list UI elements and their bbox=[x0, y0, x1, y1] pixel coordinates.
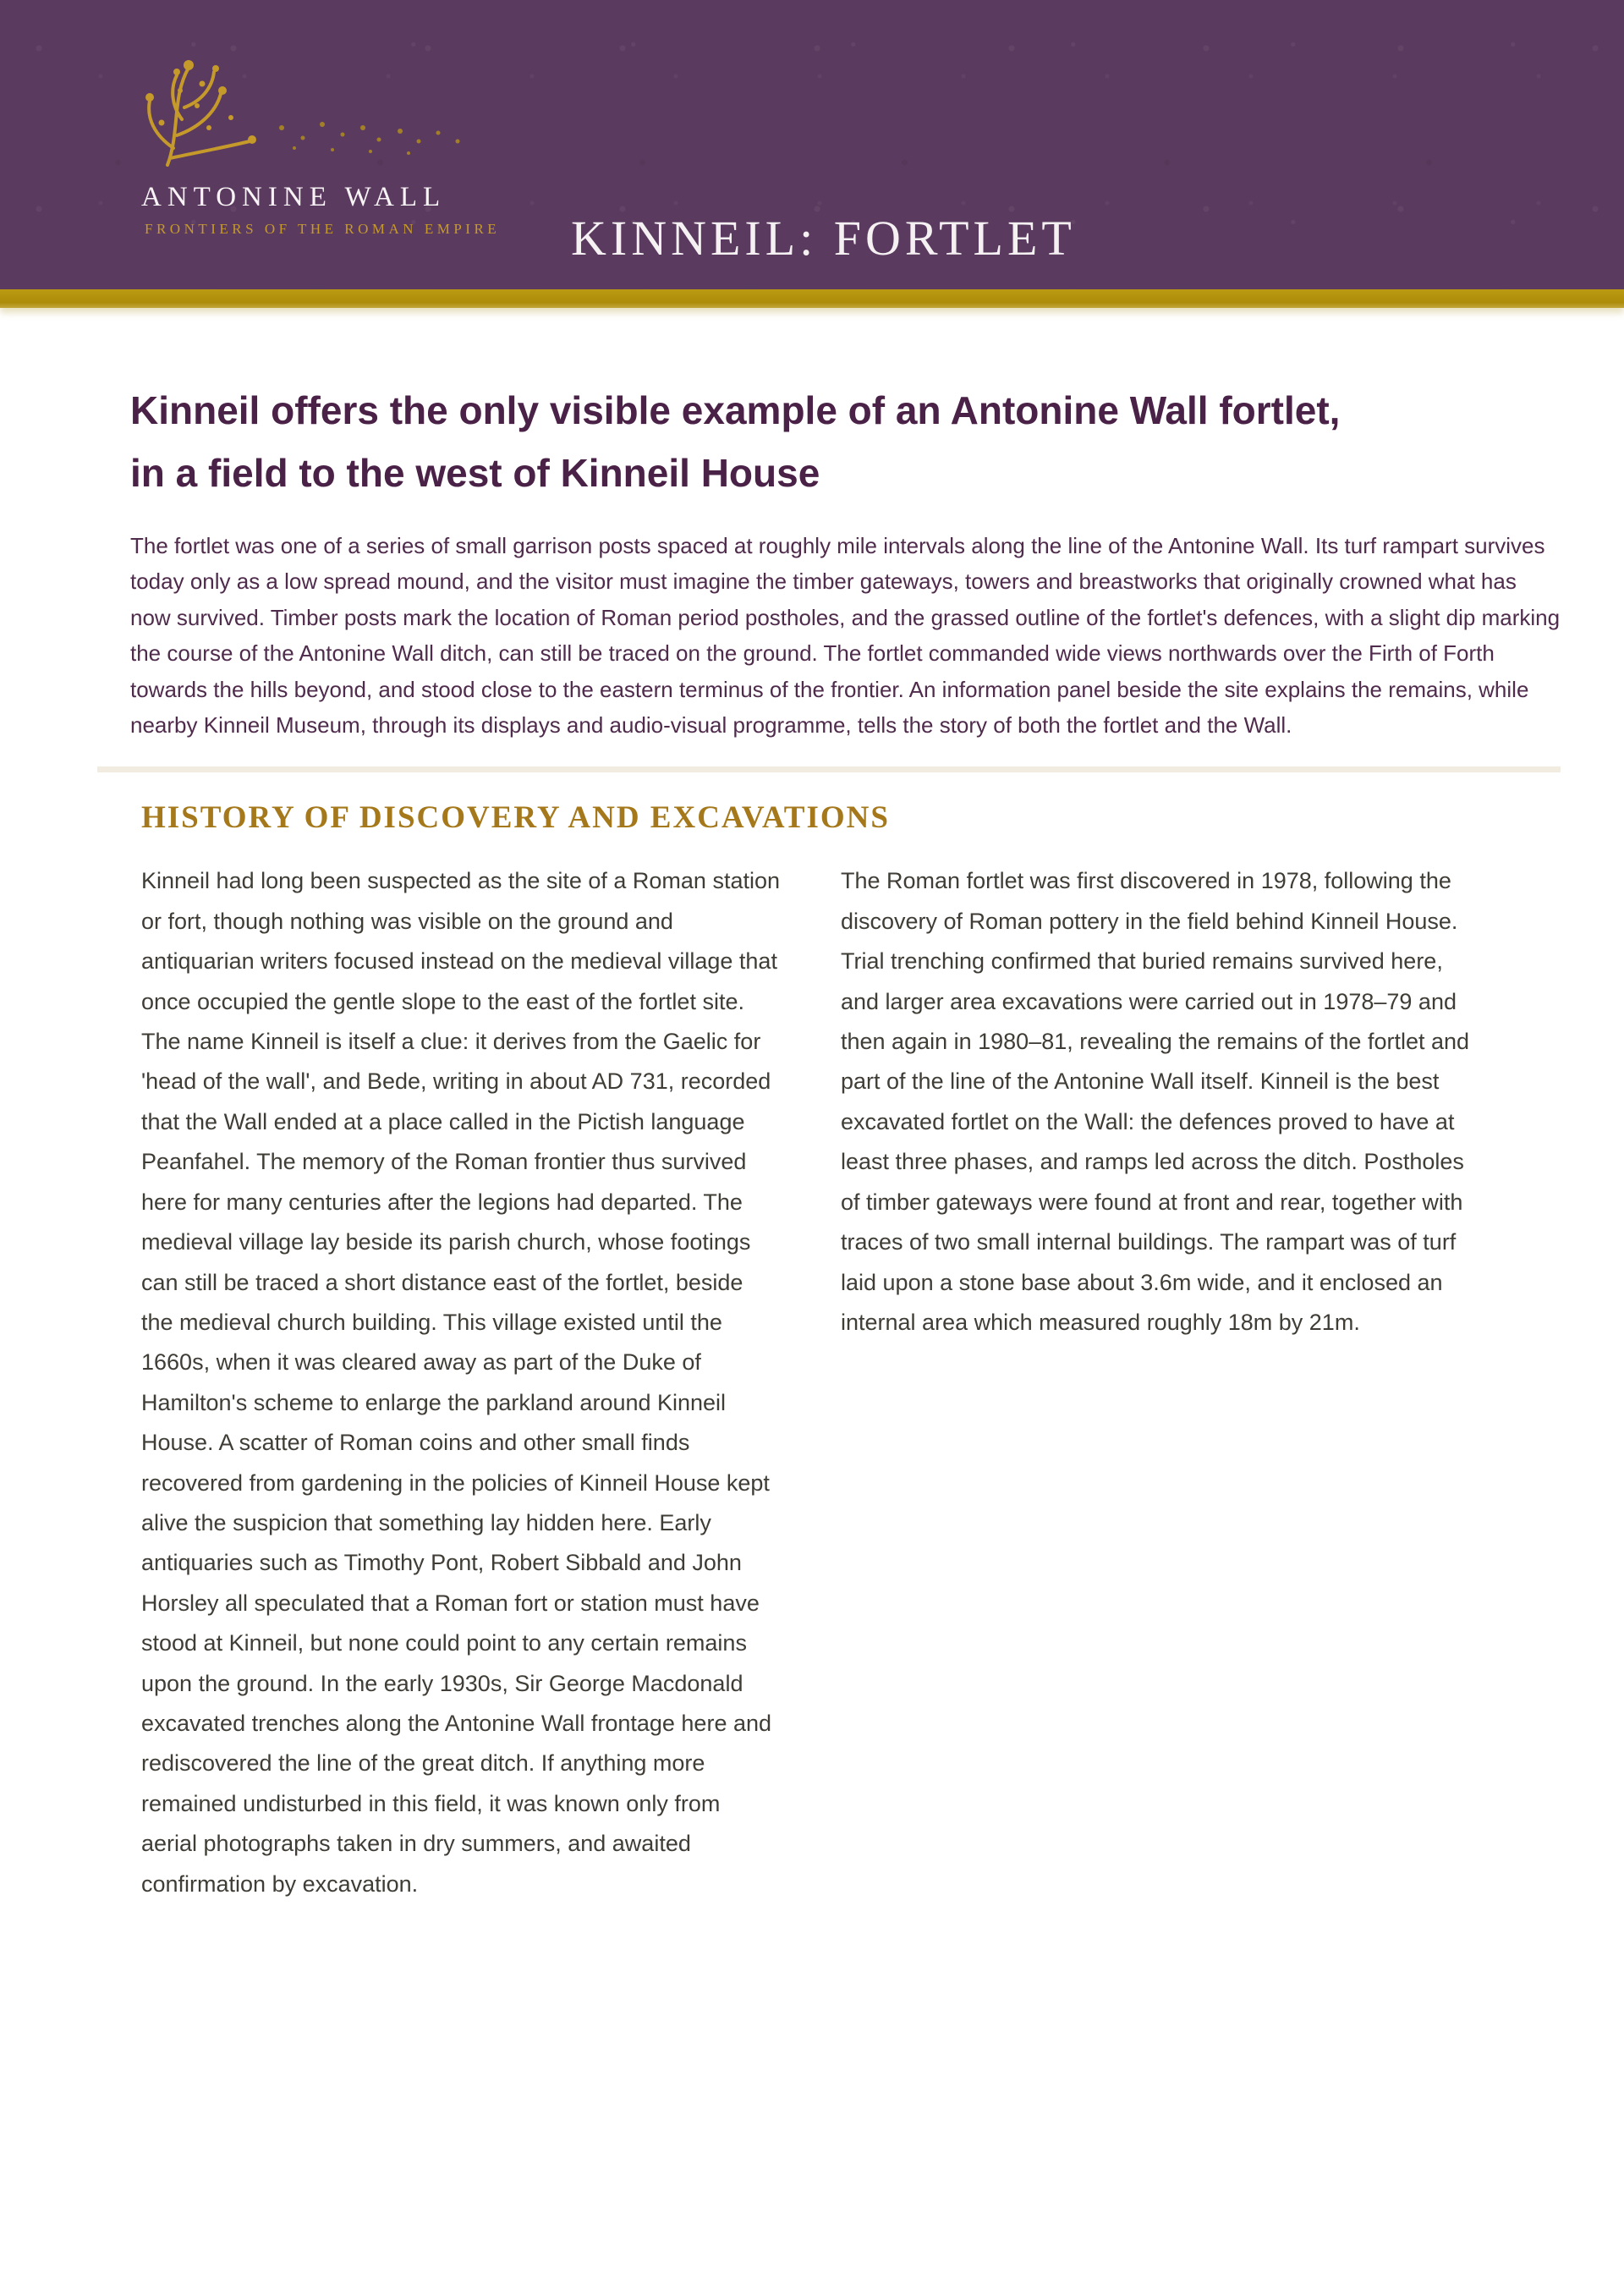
intro-lead-line2: in a field to the west of Kinneil House bbox=[130, 451, 820, 495]
intro-lead bbox=[130, 379, 1467, 504]
antonine-wall-logo bbox=[121, 47, 518, 238]
right-column-text: The Roman fortlet was first discovered in 1978, following the discovery of Roman pottery in the field behind Kinneil House. Trial trenching confirmed that buried remains survived here, and larger area excavations were carried out in 1978–79 and then again in 1980–81, revealing the remains of the fortlet and part of the line of the Antonine Wall itself. Kinneil is the best excavated fortlet on the Wall: the defences proved to have at least three phases, and ramps led across the ditch. Postholes of timber gateways were found at front and rear, together with traces of two small internal buildings. The rampart was of turf laid upon a stone base about 3.6m wide, and it enclosed an internal area which measured roughly 18m by 21m. bbox=[841, 868, 1470, 1335]
page-title: KINNEIL: FORTLET bbox=[571, 211, 1076, 266]
gold-accent-bar bbox=[0, 289, 1624, 308]
section-divider bbox=[97, 766, 1561, 772]
logo-wordmark: ANTONINE WALL bbox=[141, 182, 447, 212]
intro-lead-line1: Kinneil offers the only visible example of an Antonine Wall fortlet, bbox=[130, 388, 1341, 432]
thistle-sprig-icon bbox=[121, 47, 485, 175]
section-heading: HISTORY OF DISCOVERY AND EXCAVATIONS bbox=[141, 800, 890, 836]
document-body bbox=[0, 379, 1624, 1904]
left-column-text: Kinneil had long been suspected as the site of a Roman station or fort, though nothing was visible on the ground and antiquarian writers focused instead on the medieval village that once occupied the gentle slope to the east of the fortlet site. The name Kinneil is itself a clue: it derives from the Gaelic for 'head of the wall', and Bede, writing in about AD 731, recorded that the Wall ended at a place called in the Pictish language Peanfahel. The memory of the Roman frontier thus survived here for many centuries after the legions had departed. The medieval village lay beside its parish church, whose footings can still be traced a short distance east of the fortlet, beside the medieval church building. This village existed until the 1660s, when it was cleared away as part of the Duke of Hamilton's scheme to enlarge the parkland around Kinneil House. A scatter of Roman coins and other small finds recovered from gardening in the policies of Kinneil House kept alive the suspicion that something lay hidden here. Early antiquaries such as Timothy Pont, Robert Sibbald and John Horsley all speculated that a Roman fort or station must have stood at Kinneil, but none could point to any certain remains upon the ground. In the early 1930s, Sir George Macdonald excavated trenches along the Antonine Wall frontage here and rediscovered the line of the great ditch. If anything more remained undisturbed in this field, it was known only from aerial photographs taken in dry summers, and awaited confirmation by excavation. bbox=[141, 868, 780, 1897]
page-banner bbox=[0, 0, 1624, 289]
intro-paragraph: The fortlet was one of a series of small garrison posts spaced at roughly mile intervals along the line of the Antonine Wall. Its turf rampart survives today only as a low spread mound, and the visitor must imagine the timber gateways, towers and breastworks that originally crowned what has now survived. Timber posts mark the location of Roman period postholes, and the grassed outline of the fortlet's defences, with a slight dip marking the course of the Antonine Wall ditch, can still be traced on the ground. The fortlet commanded wide views northwards over the Firth of Forth towards the hills beyond, and stood close to the eastern terminus of the frontier. An information panel beside the site explains the remains, while nearby Kinneil Museum, through its displays and audio-visual programme, tells the story of both the fortlet and the Wall. bbox=[130, 533, 1561, 739]
two-column-text bbox=[141, 861, 1479, 1904]
logo-tagline: FRONTIERS OF THE ROMAN EMPIRE bbox=[145, 221, 501, 237]
